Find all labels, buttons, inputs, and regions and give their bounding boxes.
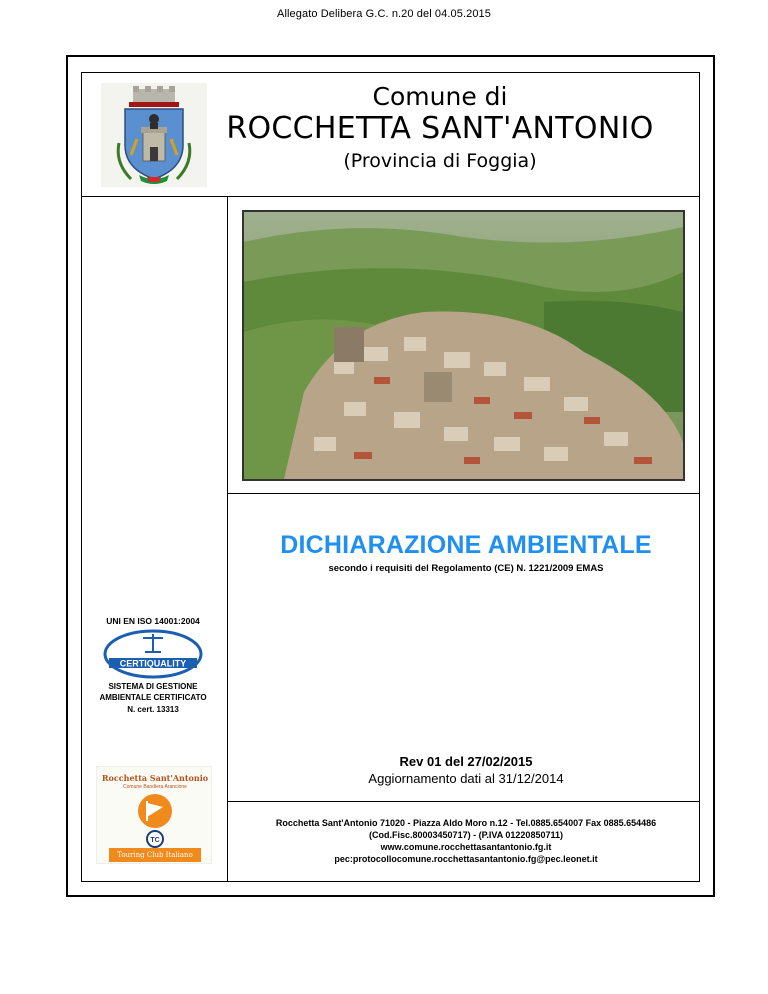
document-subtitle: secondo i requisiti del Regolamento (CE) N. 1221/2009 EMAS [328,563,604,574]
municipal-crest-icon [101,83,207,187]
cert-system-line2: AMBIENTALE CERTIFICATO [99,693,207,702]
footer-pec: pec:protocollocomune.rocchettasantantonio.fg@pec.leonet.it [334,854,598,864]
certification-badge [92,612,214,720]
divider-left-column [227,196,228,882]
province-label: (Provincia di Foggia) [343,150,537,172]
data-update-label: Aggiornamento dati al 31/12/2014 [368,771,564,786]
orange-flag-icon [97,789,213,849]
divider-header [81,196,700,197]
footer-fiscal: (Cod.Fisc.80003450717) - (P.IVA 01220850711) [369,830,563,840]
divider-photo [227,493,700,494]
svg-text:TC: TC [150,837,160,844]
footer-address: Rocchetta Sant'Antonio 71020 - Piazza Aldo Moro n.12 - Tel.0885.654007 Fax 0885.654486 [275,818,657,828]
footer-website: www.comune.rocchettasantantonio.fg.it [380,842,552,852]
revision-label: Rev 01 del 27/02/2015 [399,754,533,769]
orange-flag-logo [96,766,212,864]
comune-label: Comune di [372,82,508,111]
logo-tci-label: Touring Club Italiano [109,848,201,862]
cert-number: N. cert. 13313 [127,705,179,714]
cert-system-line1: SISTEMA DI GESTIONE [108,682,198,691]
header-note: Allegato Delibera G.C. n.20 del 04.05.2015 [277,8,491,20]
logo-town-name: Rocchetta Sant'Antonio [101,773,209,783]
cert-brand: CERTIQUALITY [119,658,187,669]
town-aerial-photo [242,210,685,481]
footer-contact [238,817,694,865]
certiquality-logo-icon [103,628,203,680]
cert-standard: UNI EN ISO 14001:2004 [106,616,200,626]
divider-footer [227,801,700,802]
document-title: DICHIARAZIONE AMBIENTALE [280,531,652,559]
city-name: ROCCHETTA SANT'ANTONIO [226,111,654,146]
logo-town-sub: Comune Bandiera Arancione [123,784,187,790]
